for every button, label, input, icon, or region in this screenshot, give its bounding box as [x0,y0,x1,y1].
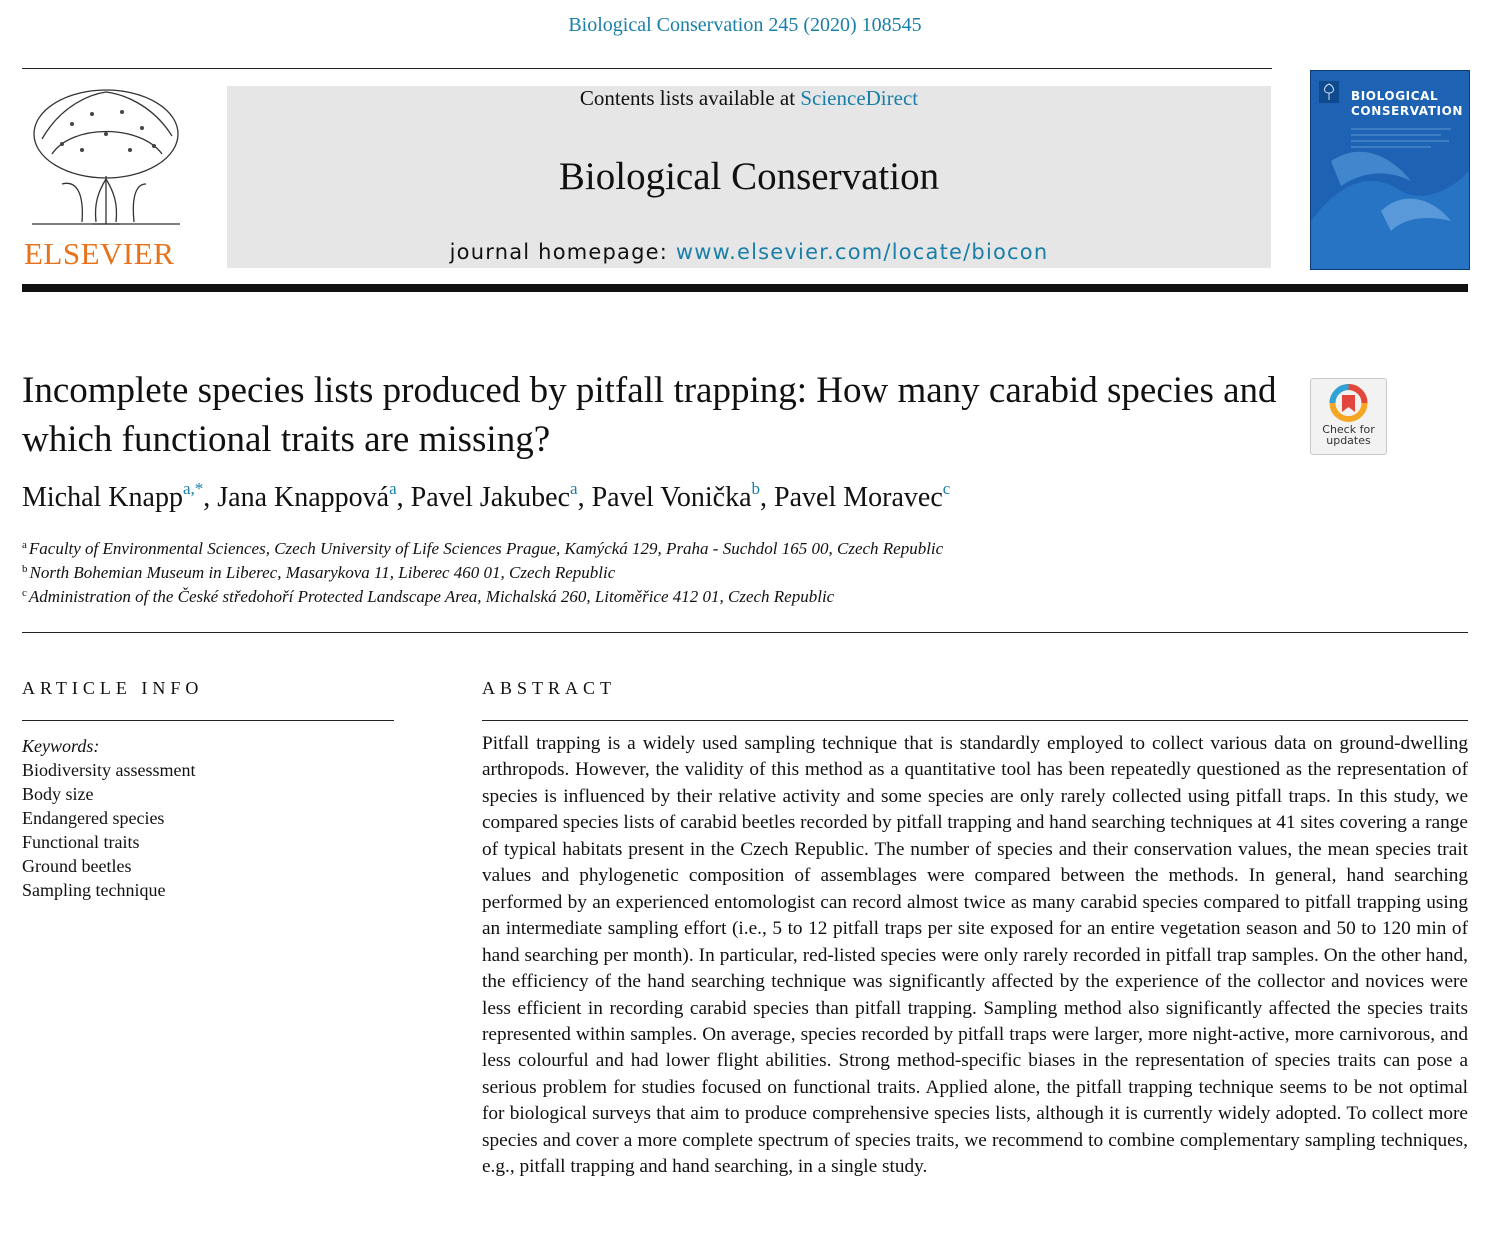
keyword-item: Body size [22,784,94,804]
affiliation-mark: c [22,587,27,599]
keyword-item: Functional traits [22,832,140,852]
author-name[interactable]: Jana Knappová [217,482,390,513]
top-divider [22,68,1272,69]
affiliation-c [22,587,834,607]
article-title: Incomplete species lists produced by pitfall trapping: How many carabid species and which functional traits are missing? [22,370,1277,460]
author-1[interactable] [22,479,204,513]
keyword-item: Sampling technique [22,880,166,900]
contents-available-line [227,86,1271,111]
author-separator: , [577,482,592,513]
keywords-label: Keywords: [22,736,100,756]
elsevier-wordmark: ELSEVIER [24,236,175,271]
check-for-updates-button[interactable] [1310,378,1387,455]
check-for-updates-icon [1311,381,1386,425]
sciencedirect-link[interactable]: ScienceDirect [800,86,919,110]
journal-citation[interactable]: Biological Conservation 245 (2020) 108545 [568,14,922,36]
journal-homepage-line [227,240,1271,264]
keyword-item: Biodiversity assessment [22,760,196,780]
cover-elsevier-mark-icon [1319,81,1339,103]
affiliation-text: Administration of the České středohoří Protected Landscape Area, Michalská 260, Litoměřice 412 01, Czech Republic [28,587,835,606]
cover-title [1351,89,1463,119]
author-name[interactable]: Pavel Moravec [774,482,943,513]
author-3[interactable] [410,479,578,513]
author-name[interactable]: Pavel Jakubec [410,482,571,513]
affiliation-a [22,539,943,559]
author-affil-mark[interactable]: a [570,479,578,498]
abstract-heading: ABSTRACT [482,678,617,698]
affiliation-mark: a [22,539,27,551]
affiliation-text: North Bohemian Museum in Liberec, Masarykova 11, Liberec 460 01, Czech Republic [29,563,616,582]
author-4[interactable] [591,479,761,513]
author-affil-mark[interactable]: c [942,479,951,498]
affiliations-divider [22,632,1468,633]
abstract-text: Pitfall trapping is a widely used sampling technique that is standardly employed to collect various data on ground-dwelling arthropods. However, the validity of this method as a quantitative tool has been repeatedly questioned as the representation of species is influenced by their relative activity and some species are only rarely collected using pitfall traps. In this study, we compared species lists of carabid beetles recorded by pitfall trapping and hand searching techniques at 41 sites covering a range of typical habitats present in the Czech Republic. The number of species and their conservation values, the mean species trait values and phylogenetic composition of assemblages were compared between the methods. In general, hand searching performed by an experienced entomologist can record almost twice as many carabid species compared to pitfall trapping using an intermediate sampling effort (i.e., 5 to 12 pitfall traps per site exposed for an entire vegetation season and 50 to 120 min of hand searching per month). In particular, red-listed species were only rarely recorded in pitfall trap samples. On the other hand, the efficiency of the hand searching technique was significantly affected by the experience of the collector and novices were less efficient in recording carabid species than pitfall trapping. Sampling method also significantly affected the species traits represented within samples. On average, species recorded by pitfall traps were larger, more night-active, more carnivorous, and less colourful and had lower flight abilities. Strong method-specific biases in the representation of species traits can pose a serious problem for studies focused on functional traits. Applied alone, the pitfall trapping technique seems to be not optimal for biological surveys that aim to produce comprehensive species lists, although it is currently widely adopted. To collect more species and cover a more complete spectrum of species traits, we recommend to combine complementary sampling techniques, e.g., pitfall trapping and hand searching, in a single study. [482,733,1468,1178]
author-affil-mark[interactable]: a,* [182,479,204,498]
keyword-item: Ground beetles [22,856,132,876]
author-separator: , [396,482,411,513]
author-affil-mark[interactable]: b [751,479,761,498]
affiliation-text: Faculty of Environmental Sciences, Czech University of Life Sciences Prague, Kamýcká 129, Praha - Suchdol 165 00, Czech Republic [28,539,944,558]
affiliation-mark: b [22,563,28,575]
keyword-item: Endangered species [22,808,165,828]
author-separator: , [203,482,218,513]
keywords-block [22,734,394,902]
author-5[interactable] [774,479,951,513]
author-affil-mark[interactable]: a [389,479,397,498]
author-name[interactable]: Michal Knapp [22,482,183,513]
author-2[interactable] [217,479,397,513]
cover-title-line2: CONSERVATION [1351,104,1464,118]
author-separator: , [760,482,775,513]
header-thick-divider [22,284,1468,292]
check-for-updates-label [1311,424,1386,446]
author-name[interactable]: Pavel Vonička [591,482,752,513]
homepage-prefix: journal homepage: [449,240,676,264]
article-info-heading: ARTICLE INFO [22,678,204,698]
affiliation-b [22,563,615,583]
article-info-divider [22,720,394,721]
check-label-line2: updates [1326,434,1371,447]
check-label-line1: Check for [1322,423,1375,436]
author-list [22,479,951,514]
abstract-divider [482,720,1468,721]
homepage-link[interactable]: www.elsevier.com/locate/biocon [675,240,1049,264]
contents-prefix: Contents lists available at [579,86,801,110]
journal-cover-image[interactable] [1310,70,1470,270]
journal-name: Biological Conservation [558,155,940,198]
cover-title-line1: BIOLOGICAL [1351,89,1439,103]
